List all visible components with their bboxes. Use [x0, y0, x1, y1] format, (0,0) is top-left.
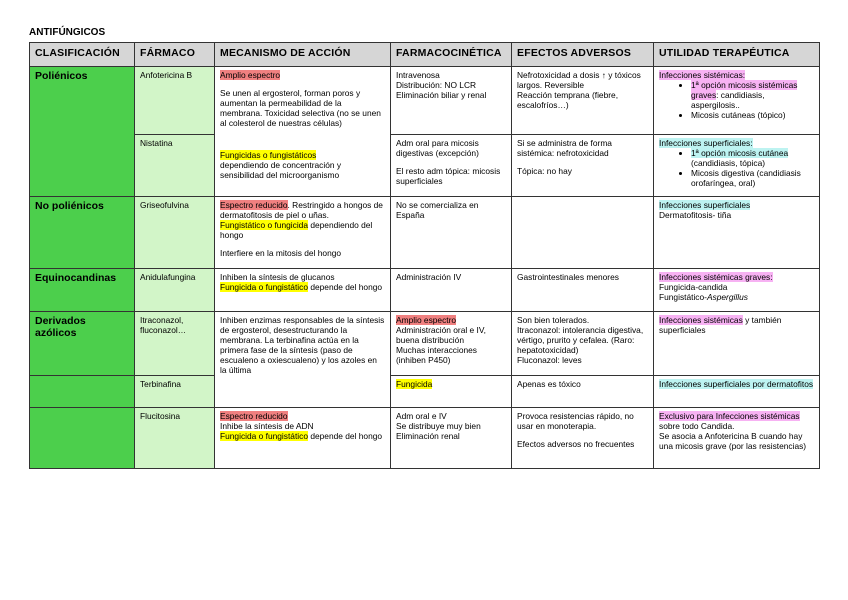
use-list [659, 80, 814, 120]
pk-griseofulvina: No se comercializa en España [391, 197, 512, 269]
class-empty [30, 408, 135, 469]
mechanism-anidulafungina [215, 269, 391, 312]
highlight: Espectro reducido [220, 411, 288, 421]
highlight: Infecciones sistémicas: [659, 70, 746, 80]
drug-nistatina: Nistatina [135, 135, 215, 197]
antifungal-table [29, 42, 820, 469]
use-text: Aspergillus [706, 292, 748, 302]
highlight: Fungicidas o fungistáticos [220, 150, 317, 160]
mechanism-flucitosina [215, 408, 391, 469]
use-flucitosina [654, 408, 820, 469]
drug-flucitosina: Flucitosina [135, 408, 215, 469]
use-text: Fungicida-candida [659, 282, 728, 292]
use-terbinafina [654, 376, 820, 408]
pk-itraconazol [391, 312, 512, 376]
mechanism-text: Interfiere en la mitosis del hongo [220, 248, 342, 258]
ae-griseofulvina [512, 197, 654, 269]
class-no-polienicos: No poliénicos [30, 197, 135, 269]
header-farmacocinetica: FARMACOCINÉTICA [391, 43, 512, 67]
pk-anidulafungina: Administración IV [391, 269, 512, 312]
use-text: Fungistático- [659, 292, 707, 302]
ae-text: Si se administra de forma sistémica: nefrotoxicidad [517, 138, 612, 158]
list-item: • 1ª opción micosis sistémicas graves: candidiasis, aspergilosis.. [691, 80, 814, 110]
pk-terbinafina [391, 376, 512, 408]
drug-anfotericina: Anfotericina B [135, 67, 215, 135]
use-griseofulvina [654, 197, 820, 269]
highlight: Exclusivo para Infecciones sistémicas [659, 411, 800, 421]
pk-anfotericina: Intravenosa Distribución: NO LCR Eliminación biliar y renal [391, 67, 512, 135]
mechanism-text: Inhiben la síntesis de glucanos [220, 272, 335, 282]
highlight: Fungicida [396, 379, 433, 389]
use-anfotericina [654, 67, 820, 135]
list-item: • 1ª opción micosis cutánea (candidiasis, tópica) [691, 148, 814, 168]
use-text: Dermatofitosis- tiña [659, 210, 732, 220]
ae-anfotericina: Nefrotoxicidad a dosis ↑ y tóxicos largos. Reversible Reacción temprana (fiebre, escalofríos…) [512, 67, 654, 135]
mechanism-text: depende del hongo [308, 282, 383, 292]
header-mecanismo: MECANISMO DE ACCIÓN [215, 43, 391, 67]
ae-text: Efectos adversos no frecuentes [517, 439, 635, 449]
highlight: Fungistático o fungicida [220, 220, 308, 230]
mechanism-azolicos: Inhiben enzimas responsables de la síntesis de ergosterol, desestructurando la membrana. La terbinafina actúa en la primera fase de la síntesis (paso de escualeno a oxiescualeno) y los azoles en la última [215, 312, 391, 408]
use-text: sobre todo Candida. Se asocia a Anfotericina B cuando hay una micosis grave (por las resistencias) [659, 421, 807, 451]
mechanism-text: . Restringido a hongos de dermatofitosis de piel o uñas. [220, 200, 383, 220]
drug-anidulafungina: Anidulafungina [135, 269, 215, 312]
ae-itraconazol: Son bien tolerados. Itraconazol: intolerancia digestiva, vértigo, prurito y cefalea. (Raro: hepatotoxicidad) Fluconazol: leves [512, 312, 654, 376]
header-row [30, 43, 820, 67]
list-item: • Micosis cutáneas (tópico) [691, 110, 814, 120]
table-row [30, 408, 820, 469]
highlight: Espectro reducido [220, 200, 288, 210]
highlight: Fungicida o fungistático [220, 431, 308, 441]
table-row [30, 376, 820, 408]
use-text: y también superficiales [659, 315, 782, 335]
table-row [30, 67, 820, 135]
class-polienicos: Poliénicos [30, 67, 135, 197]
ae-text: Tópica: no hay [517, 166, 572, 176]
pk-text: Adm oral para micosis digestivas (excepción) [396, 138, 479, 158]
document-title: ANTIFÚNGICOS [29, 27, 106, 38]
drug-itraconazol: Itraconazol, fluconazol… [135, 312, 215, 376]
pk-text: Administración oral e IV, buena distribución Muchas interacciones (inhiben P450) [396, 325, 486, 365]
pk-text: El resto adm tópica: micosis superficiales [396, 166, 501, 186]
drug-terbinafina: Terbinafina [135, 376, 215, 408]
mechanism-polienicos [215, 67, 391, 197]
ae-nistatina [512, 135, 654, 197]
header-efectos-adversos: EFECTOS ADVERSOS [512, 43, 654, 67]
highlight: Amplio espectro [220, 70, 281, 80]
mechanism-text: Inhibe la síntesis de ADN [220, 421, 314, 431]
highlight: Fungicida o fungistático [220, 282, 308, 292]
mechanism-text: depende del hongo [308, 431, 383, 441]
highlight: Infecciones sistémicas graves: [659, 272, 773, 282]
highlight: Infecciones superficiales [659, 200, 751, 210]
ae-flucitosina [512, 408, 654, 469]
ae-anidulafungina: Gastrointestinales menores [512, 269, 654, 312]
mechanism-griseofulvina [215, 197, 391, 269]
table-row [30, 269, 820, 312]
header-clasificacion: CLASIFICACIÓN [30, 43, 135, 67]
mechanism-text: dependiendo de concentración y sensibilidad del microorganismo [220, 160, 342, 180]
highlight: Infecciones superficiales: [659, 138, 753, 148]
ae-text: Provoca resistencias rápido, no usar en monoterapia. [517, 411, 634, 431]
header-farmaco: FÁRMACO [135, 43, 215, 67]
use-nistatina [654, 135, 820, 197]
highlight: Infecciones superficiales por dermatofitos [659, 379, 814, 389]
table-row [30, 197, 820, 269]
pk-nistatina [391, 135, 512, 197]
class-equinocandinas: Equinocandinas [30, 269, 135, 312]
pk-flucitosina: Adm oral e IV Se distribuye muy bien Eliminación renal [391, 408, 512, 469]
use-itraconazol [654, 312, 820, 376]
highlight: Amplio espectro [396, 315, 457, 325]
use-list [659, 148, 814, 188]
class-azolicos-cont [30, 376, 135, 408]
ae-terbinafina: Apenas es tóxico [512, 376, 654, 408]
table-row [30, 312, 820, 376]
mechanism-text: Se unen al ergosterol, forman poros y aumentan la permeabilidad de la membrana. Toxicidad selectiva (no se unen al colesterol de nuestras células) [220, 88, 381, 128]
header-utilidad: UTILIDAD TERAPÉUTICA [654, 43, 820, 67]
table-row [30, 135, 820, 197]
drug-griseofulvina: Griseofulvina [135, 197, 215, 269]
mechanism-text: dependiendo del hongo [220, 220, 373, 240]
class-azolicos: Derivados azólicos [30, 312, 135, 376]
list-item: • Micosis digestiva (candidiasis orofaríngea, oral) [691, 168, 814, 188]
use-anidulafungina [654, 269, 820, 312]
highlight: Infecciones sistémicas [659, 315, 743, 325]
